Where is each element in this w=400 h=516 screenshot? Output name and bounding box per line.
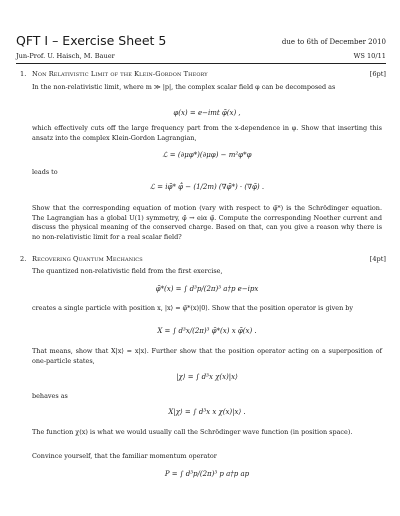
section-1-points: [6pt] xyxy=(369,70,386,78)
section-1-task-text: Show that the corresponding equation of motion (vary with respect to φ̃*) is the Schrödinger equation. The Lagrangian has a global U(1) symmetry, φ̃ → eiα φ̃. Compute the corresponding Noether current and discuss the physical meaning of the conserved charge. Based on that, can you give a reason why there is no non-relativistic limit for a real scalar field? xyxy=(32,204,382,242)
section-2-eq-action: X|χ⟩ = ∫ d³x x χ(x)|x⟩ . xyxy=(168,408,246,416)
section-1-eq-lagrangian: ℒ = (∂μφ*)(∂μφ) − m²φ*φ xyxy=(162,151,252,159)
section-2-wavefunction-text: The function χ(x) is what we would usually call the Schrödinger wave function (in position space). xyxy=(32,428,353,436)
authors: Jun-Prof. U. Haisch, M. Bauer xyxy=(16,52,115,60)
header-rule xyxy=(16,63,386,64)
section-1-leads-to: leads to xyxy=(32,168,58,176)
section-1-eq-decomposition: φ(x) = e−imt φ̃(x) , xyxy=(173,109,241,117)
section-2-eq-field: φ̃*(x) = ∫ d³p/(2π)³ a†p e−ipx xyxy=(155,285,259,293)
due-date: due to 6th of December 2010 xyxy=(281,38,386,46)
section-2-title: Recovering Quantum Mechanics xyxy=(32,255,143,263)
section-2-number: 2. xyxy=(20,255,27,263)
section-1-title: Non Relativistic Limit of the Klein-Gordon Theory xyxy=(32,70,208,78)
semester: WS 10/11 xyxy=(353,52,386,60)
section-1-eq-nonrel-lagrangian: ℒ = iφ̃* φ̃̇ − (1/2m) (∇φ̃*) · (∇φ̃) . xyxy=(149,183,265,191)
section-2-eq-momentum-operator: P = ∫ d³p/(2π)³ p a†p ap xyxy=(164,470,250,478)
sheet-title: QFT I – Exercise Sheet 5 xyxy=(16,33,167,48)
section-2-behaves-text: behaves as xyxy=(32,392,68,400)
section-2-intro: The quantized non-relativistic field from the first exercise, xyxy=(32,267,223,275)
section-2-creates-text: creates a single particle with position x, |x⟩ = φ̃*(x)|0⟩. Show that the position operator is given by xyxy=(32,304,354,312)
section-2-points: [4pt] xyxy=(369,255,386,263)
section-2-momentum-text: Convince yourself, that the familiar momentum operator xyxy=(32,452,217,460)
section-2-means-text: That means, show that X|x⟩ = x|x⟩. Further show that the position operator acting on a superposition of one-particle states, xyxy=(32,347,382,365)
section-2-eq-superposition: |χ⟩ = ∫ d³x χ(x)|x⟩ xyxy=(176,373,238,381)
section-1-number: 1. xyxy=(20,70,27,78)
section-1-intro: In the non-relativistic limit, where m ≫ |p|, the complex scalar field φ can be decomposed as xyxy=(32,83,336,91)
section-1-ansatz-text: which effectively cuts off the large frequency part from the x-dependence in φ. Show that inserting this ansatz into the complex Klein-Gordon Lagrangian, xyxy=(32,124,382,142)
section-2-eq-position-operator: X = ∫ d³x/(2π)³ φ̃*(x) x φ̃(x) . xyxy=(157,327,257,335)
